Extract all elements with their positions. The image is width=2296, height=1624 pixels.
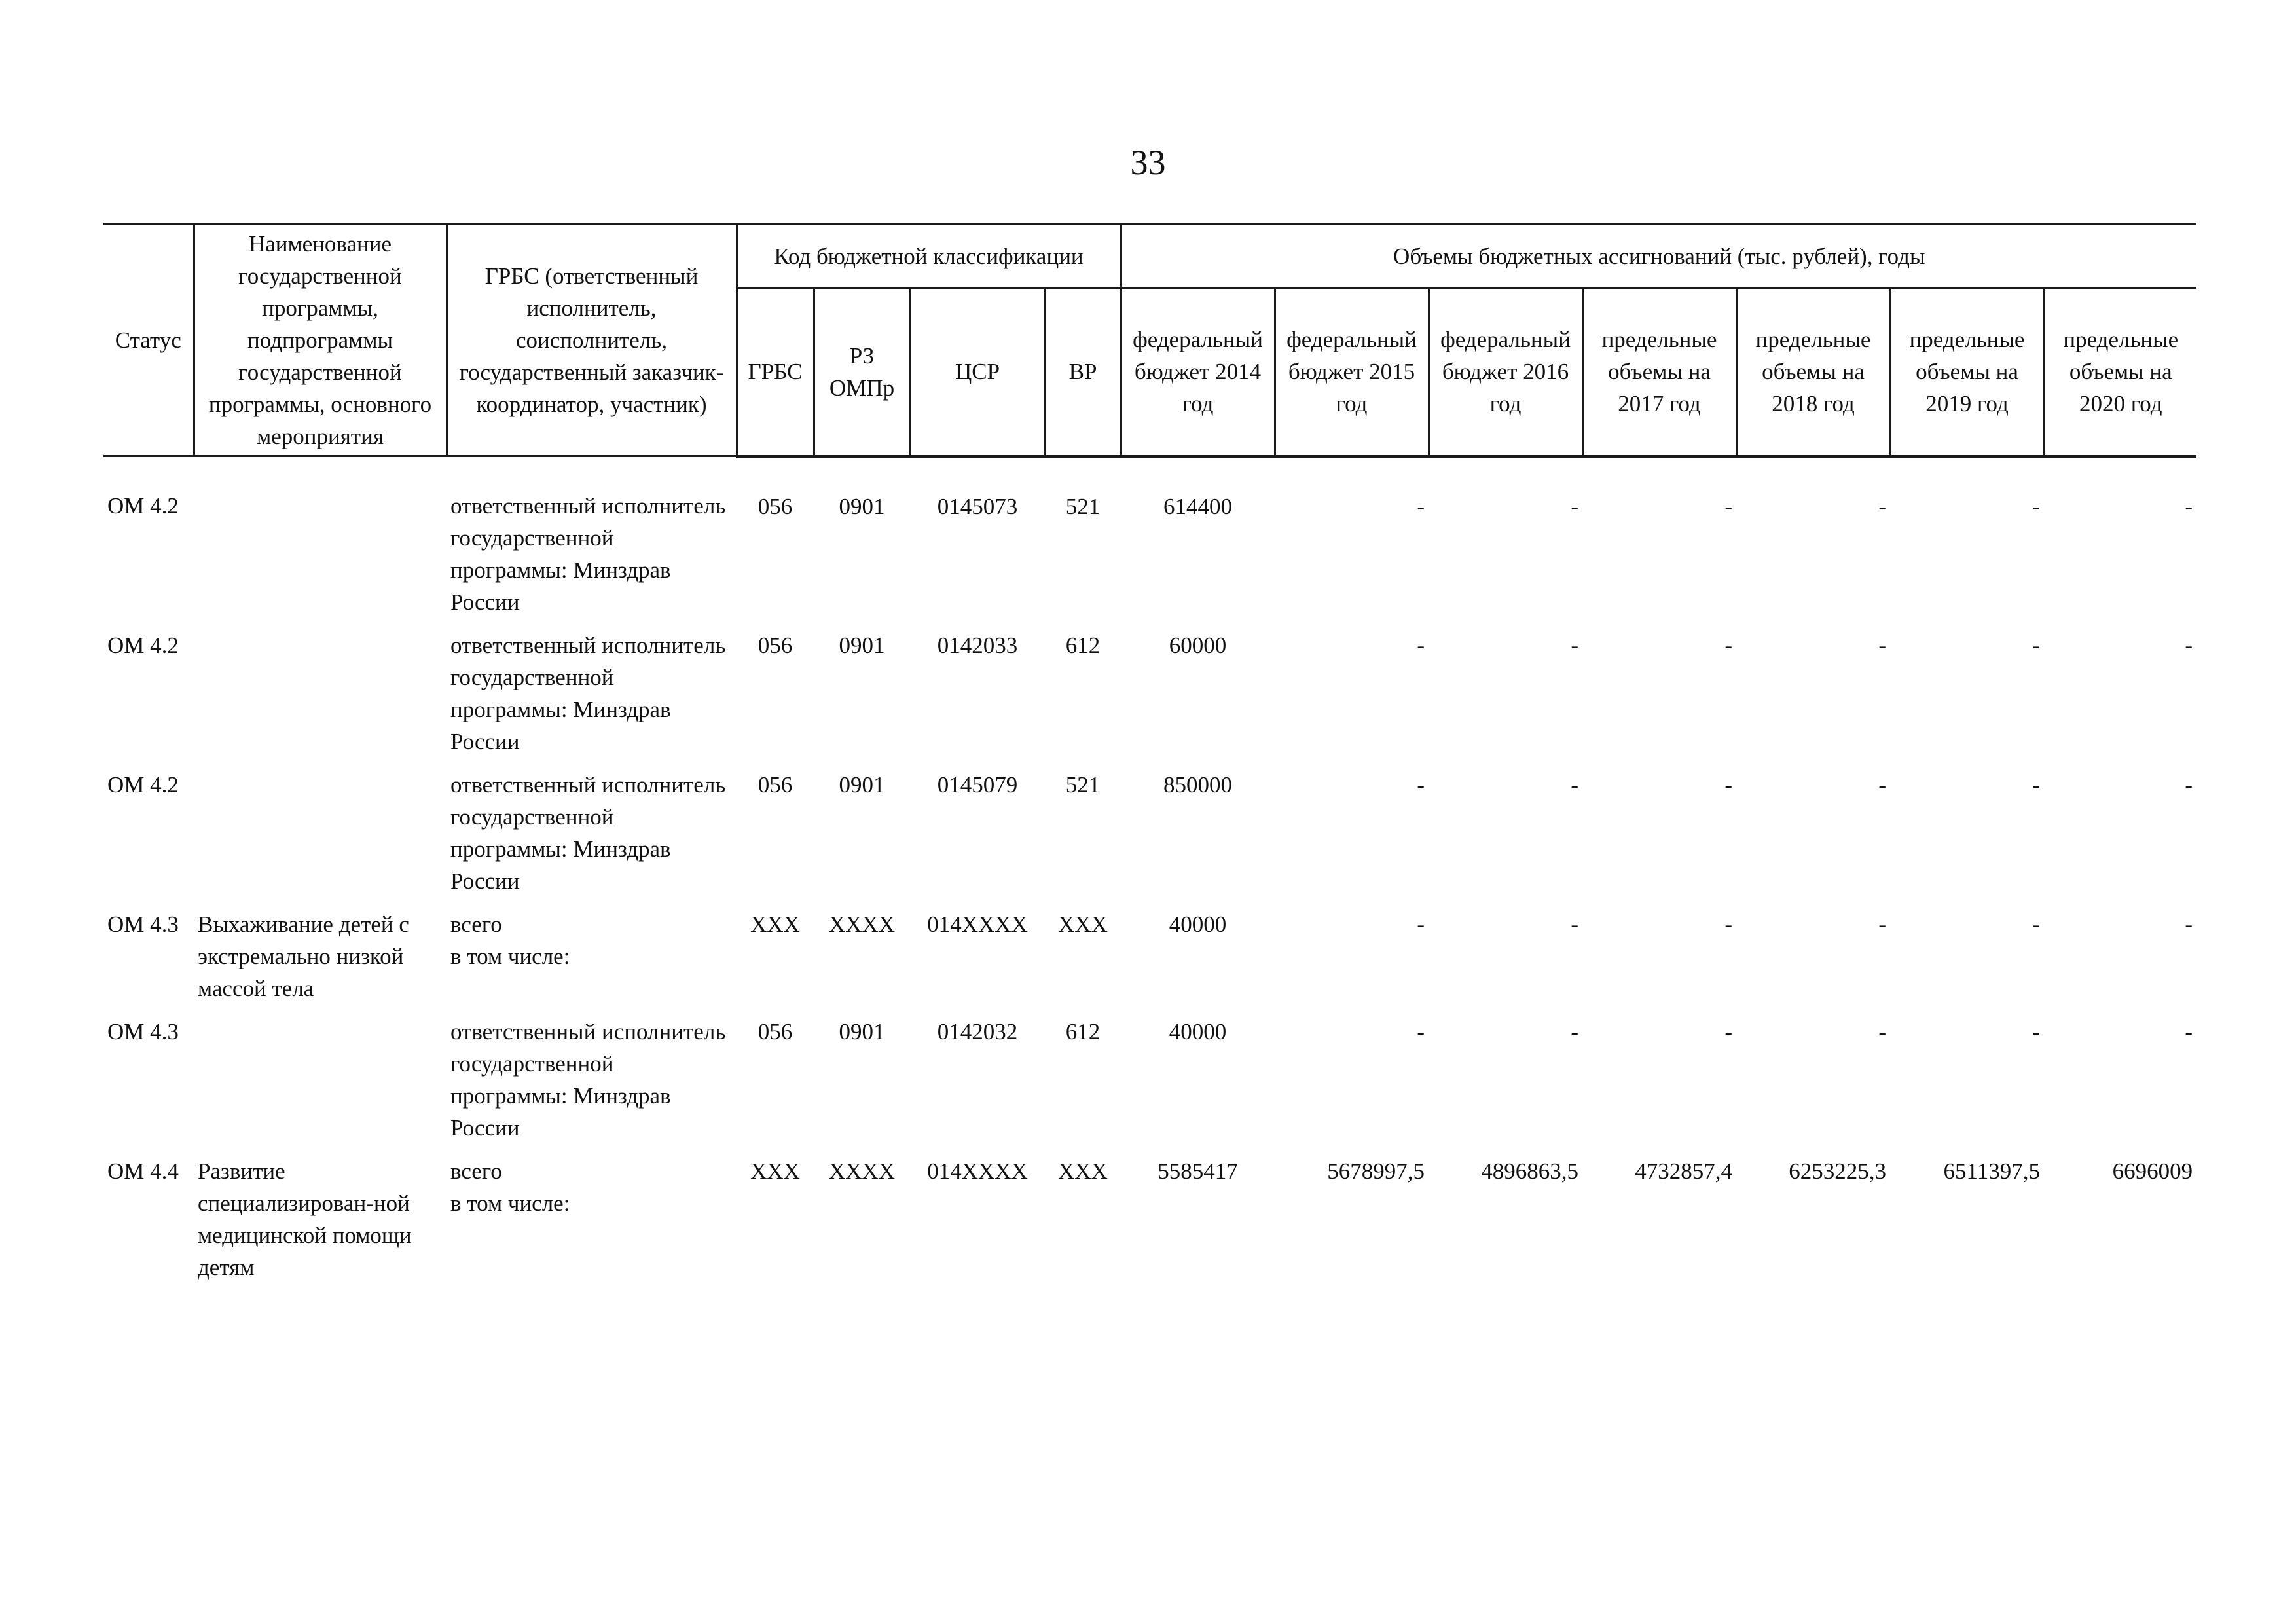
status-cell: ОМ 4.2 [107,633,179,658]
rz-ompr-cell: ХХХХ [828,1158,896,1184]
budget-allocation-table [103,223,2196,1295]
program-name-cell [194,456,446,630]
header-status: Статус [103,224,194,456]
status-cell: ОМ 4.2 [107,493,179,519]
status-cell: ОМ 4.3 [107,912,179,937]
amount-2019-cell: - [2032,1019,2040,1044]
amount-2017-cell: - [1724,1019,1732,1044]
amount-2015-cell: - [1417,1019,1425,1044]
header-vr: ВР [1045,288,1121,456]
amount-2014-cell: 60000 [1169,633,1227,658]
table-row [103,769,2196,908]
amount-2018-cell: 6253225,3 [1789,1158,1886,1184]
amount-2015-cell: - [1417,633,1425,658]
program-name-cell: Выхаживание детей с экстремально низкой массой тела [198,912,409,1001]
csr-cell: 0145073 [937,493,1018,519]
amount-2017-cell: 4732857,4 [1635,1158,1732,1184]
amount-2014-cell: 614400 [1163,493,1232,519]
grbs-role-cell: всего в том числе: [450,912,570,969]
amount-2015-cell: - [1417,912,1425,937]
header-program-name: Наименование государственной программы, подпрограммы государственной программы, основного мероприятия [194,224,446,456]
amount-2018-cell: - [1878,493,1886,519]
grbs-role-cell: ответственный исполнитель государственной программы: Минздрав России [450,493,726,615]
rz-ompr-cell: 0901 [839,1019,885,1044]
table-row [103,456,2196,630]
rz-ompr-cell: ХХХХ [828,912,896,937]
amount-2020-cell: - [2185,1019,2193,1044]
grbs-role-cell: ответственный исполнитель государственной программы: Минздрав России [450,772,726,894]
amount-2016-cell: - [1571,912,1578,937]
amount-2015-cell: 5678997,5 [1327,1158,1425,1184]
header-limit-2020: предельные объемы на 2020 год [2044,288,2196,456]
amount-2016-cell: - [1571,1019,1578,1044]
grbs-code-cell: 056 [757,493,793,519]
rz-ompr-cell: 0901 [839,493,885,519]
program-name-cell [194,629,446,769]
table-row [103,1016,2196,1155]
status-cell: ОМ 4.3 [107,1019,179,1044]
amount-2016-cell: - [1571,772,1578,798]
header-grbs: ГРБС [737,288,814,456]
amount-2017-cell: - [1724,912,1732,937]
amount-2018-cell: - [1878,1019,1886,1044]
grbs-role-cell: всего в том числе: [450,1158,570,1216]
amount-2020-cell: 6696009 [2112,1158,2193,1184]
program-name-cell [194,769,446,908]
vr-cell: 521 [1065,772,1101,798]
csr-cell: 014ХХХХ [927,1158,1028,1184]
amount-2017-cell: - [1724,633,1732,658]
header-budget-code-group: Код бюджетной классификации [737,224,1121,288]
rz-ompr-cell: 0901 [839,772,885,798]
amount-2016-cell: - [1571,633,1578,658]
header-limit-2019: предельные объемы на 2019 год [1890,288,2044,456]
header-limit-2018: предельные объемы на 2018 год [1736,288,1890,456]
grbs-code-cell: 056 [757,772,793,798]
page-number: 33 [1130,143,1166,182]
amount-2018-cell: - [1878,912,1886,937]
status-cell: ОМ 4.4 [107,1158,179,1184]
vr-cell: 612 [1065,633,1101,658]
header-fed-2014: федеральный бюджет 2014 год [1121,288,1275,456]
table-body [103,456,2196,1295]
grbs-role-cell: ответственный исполнитель государственной программы: Минздрав России [450,633,726,754]
header-limit-2017: предельные объемы на 2017 год [1582,288,1736,456]
amount-2014-cell: 850000 [1163,772,1232,798]
header-rz-ompr: РЗ ОМПр [814,288,910,456]
csr-cell: 0145079 [937,772,1018,798]
header-grbs-role: ГРБС (ответственный исполнитель, соисполнитель, государственный заказчик-координатор, участник) [446,224,737,456]
amount-2016-cell: 4896863,5 [1481,1158,1578,1184]
amount-2019-cell: - [2032,772,2040,798]
amount-2017-cell: - [1724,493,1732,519]
amount-2019-cell: - [2032,633,2040,658]
amount-2020-cell: - [2185,912,2193,937]
table-row [103,908,2196,1016]
amount-2014-cell: 5585417 [1157,1158,1238,1184]
csr-cell: 0142033 [937,633,1018,658]
amount-2014-cell: 40000 [1169,1019,1227,1044]
vr-cell: ХХХ [1058,912,1108,937]
amount-2016-cell: - [1571,493,1578,519]
amount-2017-cell: - [1724,772,1732,798]
amount-2019-cell: - [2032,493,2040,519]
amount-2020-cell: - [2185,493,2193,519]
table-row [103,629,2196,769]
amount-2018-cell: - [1878,633,1886,658]
grbs-code-cell: 056 [757,633,793,658]
vr-cell: ХХХ [1058,1158,1108,1184]
program-name-cell [194,1016,446,1155]
header-csr: ЦСР [910,288,1045,456]
csr-cell: 0142032 [937,1019,1018,1044]
rz-ompr-cell: 0901 [839,633,885,658]
amount-2019-cell: - [2032,912,2040,937]
csr-cell: 014ХХХХ [927,912,1028,937]
status-cell: ОМ 4.2 [107,772,179,798]
header-allocations-group: Объемы бюджетных ассигнований (тыс. рублей), годы [1121,224,2196,288]
grbs-code-cell: 056 [757,1019,793,1044]
amount-2014-cell: 40000 [1169,912,1227,937]
vr-cell: 612 [1065,1019,1101,1044]
amount-2018-cell: - [1878,772,1886,798]
header-fed-2016: федеральный бюджет 2016 год [1429,288,1582,456]
grbs-role-cell: ответственный исполнитель государственной программы: Минздрав России [450,1019,726,1141]
table-row [103,1155,2196,1295]
amount-2020-cell: - [2185,633,2193,658]
program-name-cell: Развитие специализирован-ной медицинской помощи детям [198,1158,412,1280]
amount-2015-cell: - [1417,493,1425,519]
grbs-code-cell: ХХХ [750,1158,800,1184]
vr-cell: 521 [1065,493,1101,519]
grbs-code-cell: ХХХ [750,912,800,937]
table-header [103,224,2196,456]
amount-2015-cell: - [1417,772,1425,798]
amount-2019-cell: 6511397,5 [1943,1158,2040,1184]
amount-2020-cell: - [2185,772,2193,798]
header-fed-2015: федеральный бюджет 2015 год [1275,288,1429,456]
